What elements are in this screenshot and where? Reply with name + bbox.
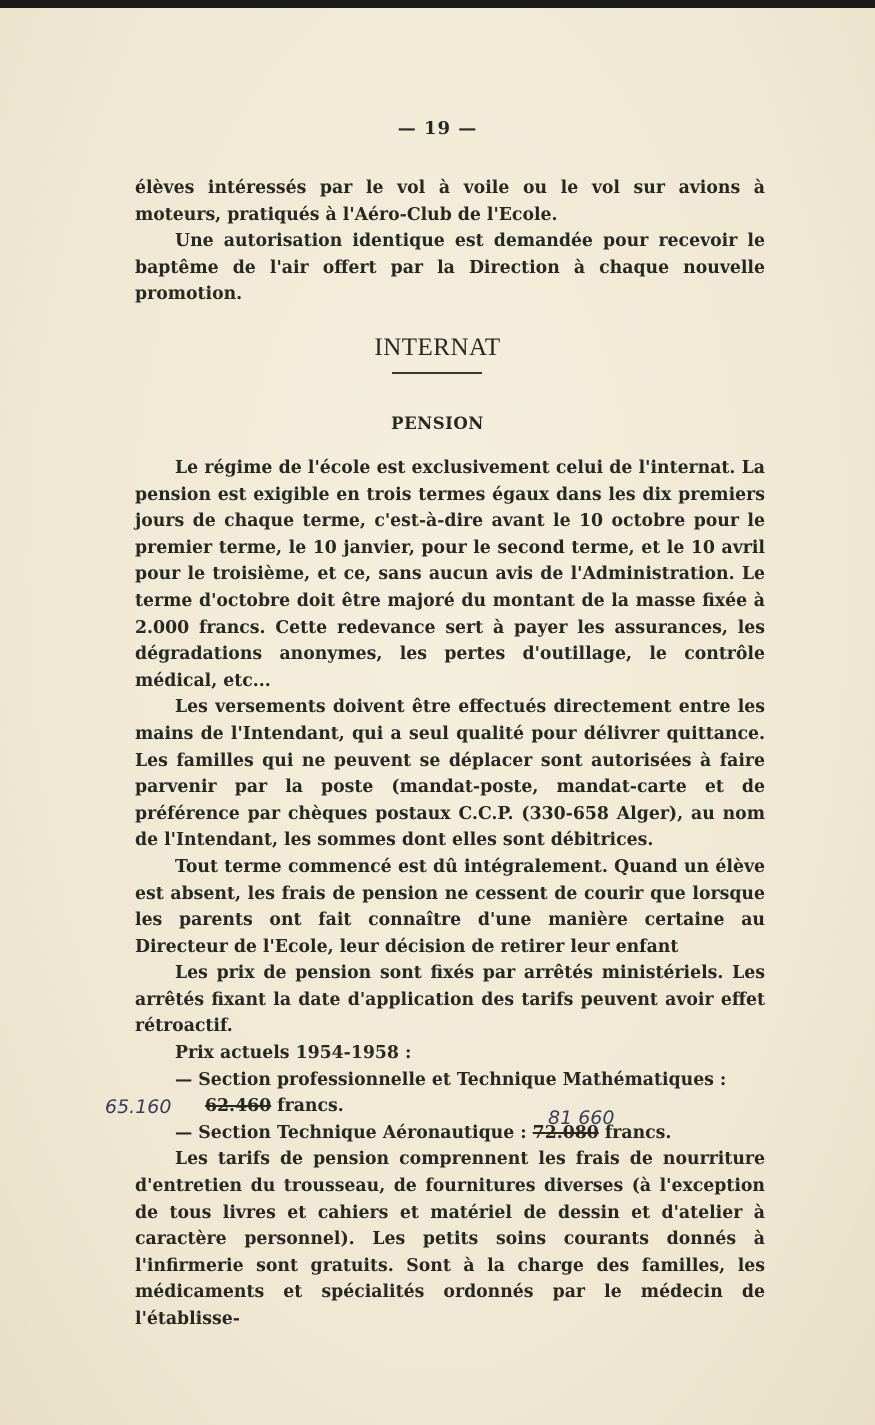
page-number: — 19 — (397, 118, 478, 139)
prix-colon: : (404, 1043, 412, 1064)
section2-label: — Section Technique Aéronautique : (175, 1122, 527, 1143)
prix-label: Prix actuels (175, 1043, 290, 1064)
prix-line (135, 1040, 765, 1067)
handwritten-price-1: 65.160 (105, 1096, 172, 1118)
section2-line (135, 1120, 765, 1147)
paragraph: Les versements doivent être effectués directement entre les mains de l'Intendant, qui a seul qualité pour délivrer quittance. Les familles qui ne peuvent se déplacer sont autorisées à faire parvenir par la poste (mandat-poste, mandat-carte et de préférence par chèques postaux C.C.P. (330-658 Alger), au nom de l'Intendant, les sommes dont elles sont débitrices. (135, 697, 765, 851)
section1-label: — Section professionnelle et Technique Mathématiques : (175, 1069, 727, 1090)
section-heading: INTERNAT (374, 334, 501, 361)
section1-unit: francs. (277, 1096, 344, 1117)
heading-rule (392, 372, 482, 374)
pension-block (135, 455, 765, 1333)
handwritten-price-2: 81 660 (548, 1107, 615, 1129)
paragraph: Une autorisation identique est demandée pour recevoir le baptême de l'air offert par la Direction à chaque nouvelle promotion. (135, 231, 765, 305)
intro-block (135, 175, 765, 308)
paragraph: élèves intéressés par le vol à voile ou le vol sur avions à moteurs, pratiqués à l'Aéro-Club de l'Ecole. (135, 178, 765, 225)
paragraph: Les tarifs de pension comprennent les frais de nourriture d'entretien du trousseau, de fournitures diverses (à l'exception de tous livres et cahiers et matériel de dessin et d'atelier à caractère personnel). Les petits soins courants donnés à l'infirmerie sont gratuits. Sont à la charge des familles, les médicaments et spécialités ordonnés par le médecin de l'établisse- (135, 1149, 765, 1329)
paragraph: Les prix de pension sont fixés par arrêtés ministériels. Les arrêtés fixant la date d'application des tarifs peuvent avoir effet rétroactif. (135, 963, 765, 1037)
section2-unit: francs. (604, 1122, 672, 1143)
scan-edge (0, 0, 875, 8)
paragraph: Le régime de l'école est exclusivement celui de l'internat. La pension est exigible en trois termes égaux dans les dix premiers jours de chaque terme, c'est-à-dire avant le 10 octobre pour le premier terme, le 10 janvier, pour le second terme, et le 10 avril pour le troisième, et ce, sans aucun avis de l'Administration. Le terme d'octobre doit être majoré du montant de la masse fixée à 2.000 francs. Cette redevance sert à payer les assurances, les dégradations anonymes, les pertes d'outillage, le contrôle médical, etc... (135, 458, 765, 691)
section2-old-price: 72.080 (532, 1122, 599, 1143)
prix-years: 1954-1958 (295, 1043, 399, 1064)
section1-line (135, 1067, 765, 1094)
subsection-heading: PENSION (391, 414, 484, 433)
section1-old-price: 62.460 (205, 1096, 272, 1117)
paragraph: Tout terme commencé est dû intégralement. Quand un élève est absent, les frais de pension ne cessent de courir que lorsque les parents ont fait connaître d'une manière certaine au Directeur de l'Ecole, leur décision de retirer leur enfant (135, 856, 765, 957)
section1-price-line (135, 1093, 765, 1120)
